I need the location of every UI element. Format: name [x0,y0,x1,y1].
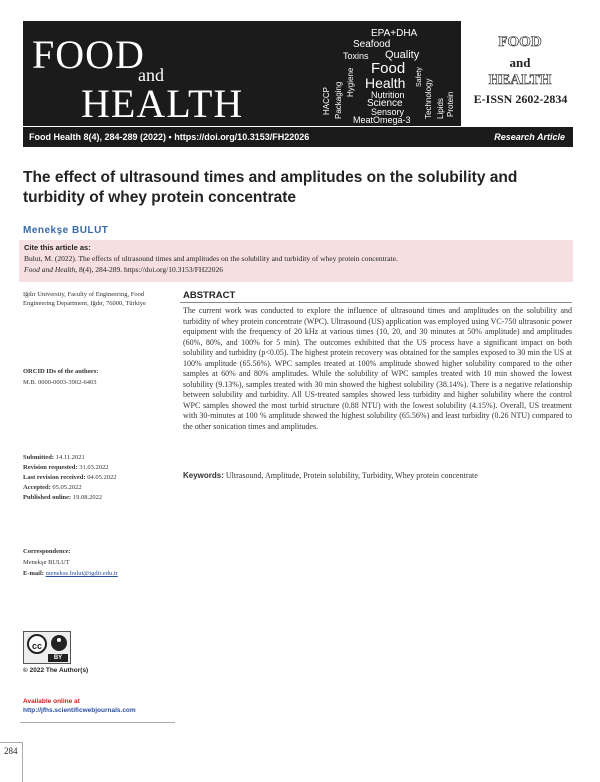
available-online-label: Available online at [23,698,80,705]
article-title: The effect of ultrasound times and amplitudes on the solubility and turbidity of whey protein concentrate [23,169,518,206]
banner-health: HEALTH [81,81,244,126]
date-value: 04.05.2022 [87,474,117,481]
journal-name-food: FOOD [498,34,542,50]
cite-journal: Food and Health [24,265,76,274]
footer-divider [20,722,175,723]
header-citation: Food Health 8(4), 284-289 (2022) • https://doi.org/10.3153/FH22026 [29,132,310,142]
article-author: Menekşe BULUT [23,225,109,236]
abstract-heading: ABSTRACT [183,290,236,301]
journal-name-and: and [509,55,531,70]
date-value: 14.11.2021 [55,454,85,461]
abstract-text: The current work was conducted to explore the influence of ultrasound times and amplitudes on the solubility and turbidity of whey protein concentrate (WPC). Ultrasound (US) application was employed using VC-750 ultrasonic power equipment with the frequency of 20 kHz at various times (10, 20, and 30 minutes at 50% amplitude) and amplitudes (60%, 80%, and 100% for 5 min). The outcomes exhibited that the US process have a significant impact on both solubility and turbidity (p<0.05). The highest protein recovery was obtained for the samples exposed to 30 min the US at 100% amplitude (65.56%). WPC samples treated at 100% amplitude showed higher solubility compared to the other samples at 60% and 80% amplitudes. While the solubility of WPC samples treated with 10 min showed the lowest solubility (9.13%), samples treated with 30 min showed the highest solubility (38.14%). There is a negative relationship between solubility and turbidity. All US-treated samples showed less turbidity and higher solubility where the control WPC samples showed the most turbid structure (0.88 NTU) with the lowest solubility (4.15%). Overall, US treatment with 30-minutes at 100 % amplitude showed the highest solubility (65.56%) and least turbidity (0.26 NTU) compared to the other sonication times and amplitudes. [183,306,572,431]
cc-license-badge[interactable] [23,631,71,664]
wc-word: Protein [446,91,455,117]
orcid-label: ORCID IDs of the authors: [23,368,99,375]
date-label: Accepted: [23,484,51,491]
article-type: Research Article [494,132,565,142]
affiliation: Iğdır University, Faculty of Engineering, Food Engineering Department, Iğdır, 76000, Türkiye [23,291,146,307]
header-citation-bar [23,127,573,147]
cite-line-2 [24,265,569,274]
wc-word: Sensory [371,107,405,117]
date-value: 19.08.2022 [72,494,103,501]
banner-and: and [138,65,164,85]
wc-word: Hygiene [346,67,355,97]
wc-word: Health [365,75,406,91]
email-link[interactable]: menekse.bulut@igdir.edu.tr [45,570,118,577]
date-label: Submitted: [23,454,55,461]
page-divider [0,742,22,743]
date-label: Last revision received: [23,474,86,481]
wc-word: Science [367,98,403,109]
wc-word: Packaging [334,81,343,119]
keywords-label: Keywords: [183,471,224,480]
wc-word: Toxins [343,51,369,61]
orcid-value: M.B. 0000-0003-3902-6403 [23,379,97,386]
keywords [183,471,572,482]
wc-word: Seafood [353,39,391,50]
dates-block [23,453,168,503]
wc-word: MeatOmega-3 [353,115,411,125]
cc-icon: cc [27,634,47,654]
date-label: Revision requested: [23,464,78,471]
wc-word: HACCP [322,86,331,115]
journal-banner [23,21,461,126]
page-number: 284 [4,746,18,756]
date-row [23,453,168,463]
wc-word: Food [371,60,406,77]
date-value: 31.03.2022 [79,464,109,471]
cite-line-1: Bulut, M. (2022). The effects of ultrasound times and amplitudes on the solubility and turbidity of whey protein concentrate. [24,254,398,263]
banner-food: FOOD [32,32,145,77]
wc-word: Technology [424,78,433,119]
wc-word: Safety [416,67,423,87]
date-row [23,463,168,473]
correspondence-email-row [23,568,168,579]
journal-url-link[interactable]: http://jfhs.scientificwebjournals.com [23,707,136,714]
keywords-list: Ultrasound, Amplitude, Protein solubility, Turbidity, Whey protein concentrate [225,471,478,480]
email-label: E-mail: [23,570,44,577]
date-row [23,473,168,483]
wc-word: EPA+DHA [371,28,418,39]
banner-word-cloud [313,27,459,123]
journal-issn: E-ISSN 2602-2834 [473,92,568,106]
copyright: © 2022 The Author(s) [23,667,89,674]
by-label: BY [48,654,68,662]
wc-word: Nutrition [371,90,405,100]
date-row [23,493,168,503]
wc-word: Quality [385,49,420,61]
page-vertical-rule [22,742,23,782]
date-value: 05.05.2022 [52,484,82,491]
correspondence-label: Correspondence: [23,548,71,555]
date-label: Published online: [23,494,72,501]
wc-word: Lipids [436,98,445,119]
date-row [23,483,168,493]
orcid-block [23,367,168,387]
cite-heading: Cite this article as: [24,243,91,252]
journal-name-health: HEALTH [488,72,552,88]
correspondence-name: Menekşe BULUT [23,559,70,566]
abstract-divider [180,302,572,303]
person-icon [51,635,67,651]
cite-box [19,240,573,282]
correspondence-block [23,546,168,579]
cite-rest: , 8(4), 284-289. https://doi.org/10.3153/FH22026 [75,265,224,274]
